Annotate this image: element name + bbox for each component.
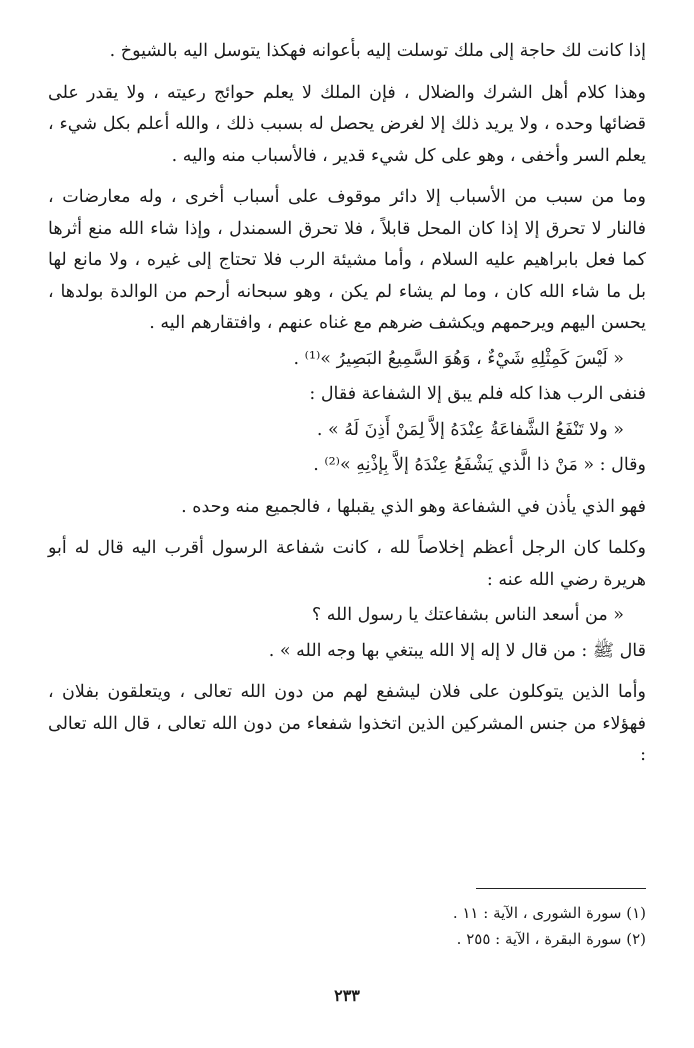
footnote: (١) سورة الشورى ، الآية : ١١ . <box>452 904 646 922</box>
quran-quote: « ولا تَنْفَعُ الشَّفاعَةُ عِنْدَهُ إلاَّ لِمَنْ أَذِنَ لَهُ » . <box>316 419 624 440</box>
paragraph: وأما الذين يتوكلون على فلان ليشفع لهم من دون الله تعالى ، ويتعلقون بفلان ، فهؤلاء من جنس المشركين الذين اتخذوا شفعاء من دون الله تعالى ، قال الله تعالى : <box>48 682 646 765</box>
hadith-quote: « من أسعد الناس بشفاعتك يا رسول الله ؟ <box>311 605 624 625</box>
paragraph: وما من سبب من الأسباب إلا دائر موقوف على أسباب أخرى ، وله معارضات ، فالنار لا تحرق إلا إذا كان المحل قابلاً ، فلا تحرق السمندل ، وإذا شاء الله منع أثرها كما فعل بابراهيم عليه السلام ، وأما مشيئة الرب فلا تحتاج إلى غيره ، ولا مانع لها بل ما شاء الله كان ، وما لم يشاء لم يكن ، وهو سبحانه أرحم من الوالدة بولدها ، يحسن اليهم ويرحمهم ويكشف ضرهم مع غناه عنهم ، وافتقارهم اليه . <box>48 187 646 333</box>
footnotes <box>48 900 646 952</box>
paragraph: قال ﷺ : من قال لا إله إلا الله يبتغي بها وجه الله » . <box>268 640 646 661</box>
footnote-divider <box>476 888 646 889</box>
quran-quote: « لَيْسَ كَمِثْلِهِ شَيْءٌ ، وَهُوَ السَّمِيعُ البَصِيرُ »⁽¹⁾ . <box>293 348 624 369</box>
page-number: ٢٣٣ <box>334 986 360 1005</box>
paragraph: وهذا كلام أهل الشرك والضلال ، فإن الملك لا يعلم حوائج رعيته ، ولا يقدر على قضائها وحده ، ولا يريد ذلك إلا لغرض يحصل له بسبب ذلك ، والله أعلم بكل شيء ، يعلم السر وأخفى ، وهو على كل شيء قدير ، فالأسباب منه واليه . <box>48 82 646 166</box>
paragraph: إذا كانت لك حاجة إلى ملك توسلت إليه بأعوانه فهكذا يتوسل اليه بالشيوخ . <box>109 41 646 61</box>
footnote: (٢) سورة البقرة ، الآية : ٢٥٥ . <box>456 930 646 948</box>
main-text <box>48 36 646 776</box>
paragraph: وكلما كان الرجل أعظم إخلاصاً لله ، كانت شفاعة الرسول أقرب اليه قال له أبو هريرة رضي الله عنه : <box>48 538 646 590</box>
paragraph: فنفى الرب هذا كله فلم يبق إلا الشفاعة فقال : <box>309 384 646 404</box>
paragraph: وقال : « مَنْ ذا الَّذي يَشْفَعُ عِنْدَهُ إلاَّ بِإذْنِهِ »⁽²⁾ . <box>313 455 646 475</box>
paragraph: فهو الذي يأذن في الشفاعة وهو الذي يقبلها ، فالجميع منه وحده . <box>181 496 646 517</box>
